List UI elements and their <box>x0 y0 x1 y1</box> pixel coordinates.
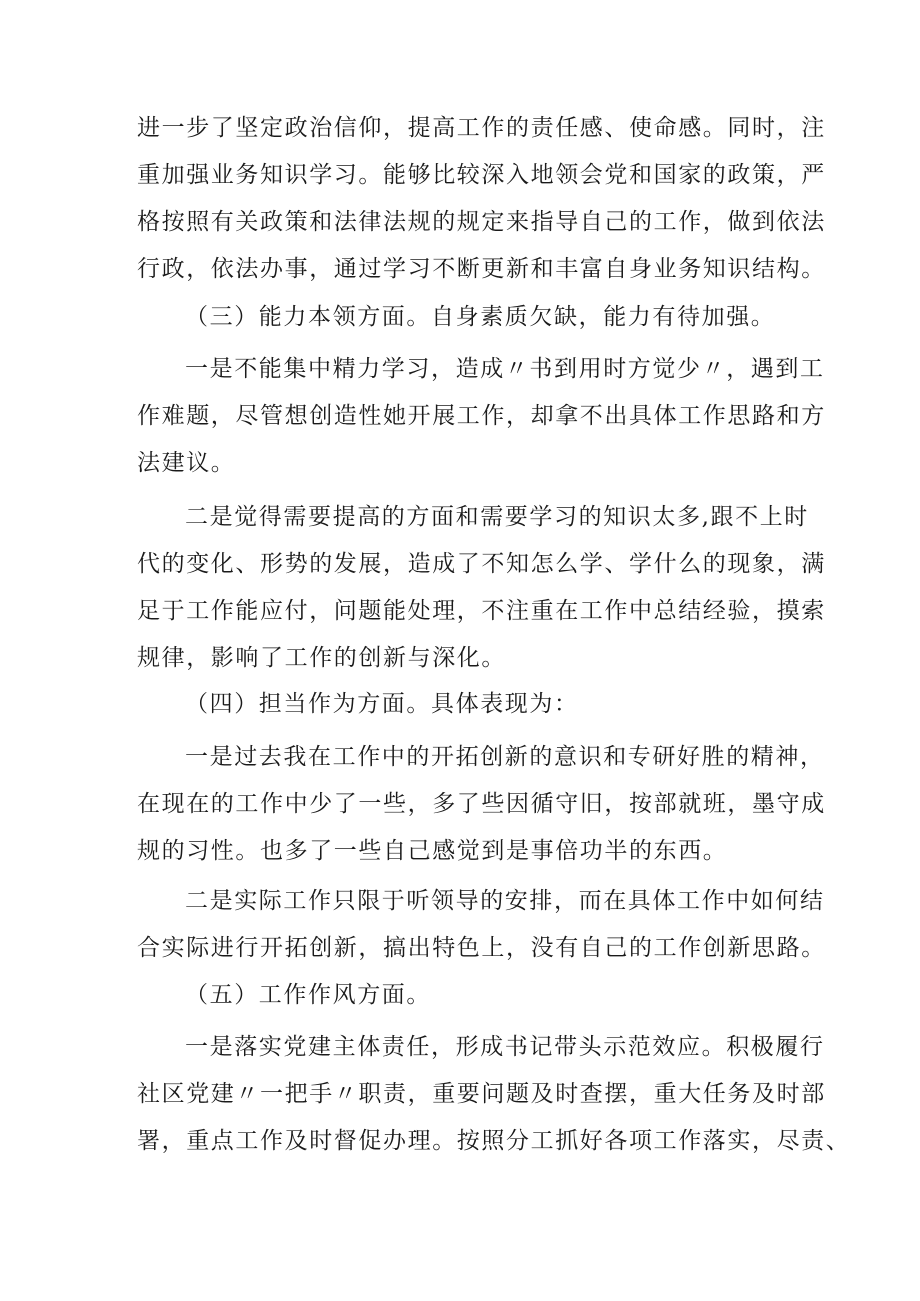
paragraph-3 <box>137 346 826 487</box>
paragraph-line: 一是过去我在工作中的开拓创新的意识和专研好胜的精神， <box>185 744 825 770</box>
paragraph-line: 格按照有关政策和法律法规的规定来指导自己的工作，做到依法 <box>137 209 826 235</box>
paragraph-line: 规律，影响了工作的创新与深化。 <box>137 645 506 671</box>
section-heading-4 <box>137 681 797 728</box>
section-heading-text: （五）工作作风方面。 <box>185 982 431 1008</box>
paragraph-line: 作难题，尽管想创造性她开展工作，却拿不出具体工作思路和方 <box>137 403 826 429</box>
paragraph-line: 重加强业务知识学习。能够比较深入地领会党和国家的政策，严 <box>137 162 826 188</box>
paragraph-line: 二是实际工作只限于听领导的安排，而在具体工作中如何结 <box>185 888 825 914</box>
paragraph-6 <box>137 734 826 875</box>
paragraph-line: 署，重点工作及时督促办理。按照分工抓好各项工作落实，尽责、 <box>137 1128 851 1154</box>
paragraph-line: 足于工作能应付，问题能处理，不注重在工作中总结经验，摸索 <box>137 598 826 624</box>
paragraph-line: 代的变化、形势的发展，造成了不知怎么学、学什么的现象，满 <box>137 551 826 577</box>
section-heading-3 <box>137 294 797 341</box>
section-heading-text: （四）担当作为方面。具体表现为： <box>185 691 579 717</box>
paragraph-line: 一是落实党建主体责任，形成书记带头示范效应。积极履行 <box>185 1034 825 1060</box>
paragraph-line: 规的习性。也多了一些自己感觉到是事倍功半的东西。 <box>137 838 728 864</box>
paragraph-line: 一是不能集中精力学习，造成〃书到用时方觉少〃，遇到工 <box>185 356 825 382</box>
paragraph-line: 二是觉得需要提高的方面和需要学习的知识太多,跟不上时 <box>185 504 809 530</box>
paragraph-line: 法建议。 <box>137 450 236 476</box>
paragraph-line: 行政，依法办事，通过学习不断更新和丰富自身业务知识结构。 <box>137 256 826 282</box>
paragraph-1 <box>137 105 826 293</box>
paragraph-4 <box>137 494 826 682</box>
paragraph-7 <box>137 878 826 972</box>
paragraph-line: 合实际进行开拓创新，搞出特色上，没有自己的工作创新思路。 <box>137 935 826 961</box>
section-heading-5 <box>137 972 797 1019</box>
paragraph-line: 在现在的工作中少了一些，多了些因循守旧，按部就班，墨守成 <box>137 791 826 817</box>
paragraph-line: 进一步了坚定政治信仰，提高工作的责任感、使命感。同时，注 <box>137 115 826 141</box>
section-heading-text: （三）能力本领方面。自身素质欠缺，能力有待加强。 <box>185 304 776 330</box>
paragraph-line: 社区党建〃一把手〃职责，重要问题及时查摆，重大任务及时部 <box>137 1081 826 1107</box>
paragraph-9 <box>137 1024 851 1165</box>
